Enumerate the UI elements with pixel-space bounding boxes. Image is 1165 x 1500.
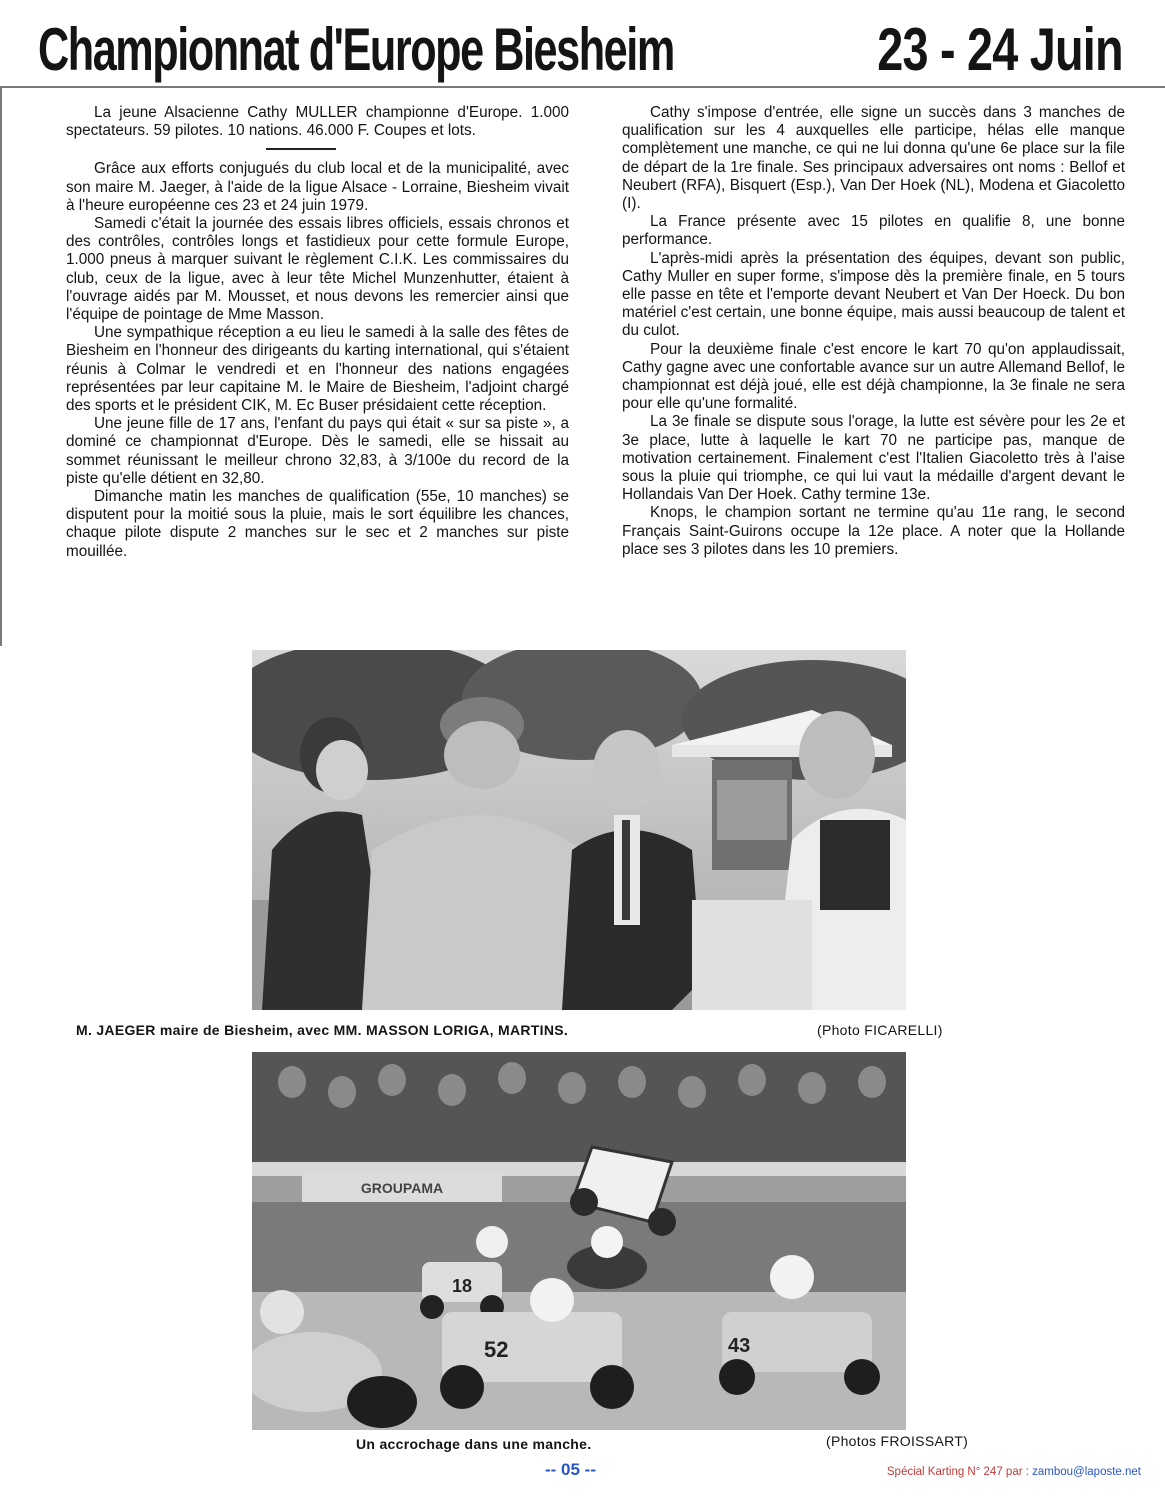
photo-officials-image [252,650,906,1010]
article-column-left [66,104,569,561]
lead-separator [266,148,336,150]
footer-email-link[interactable]: zambou@laposte.net [1032,1466,1141,1478]
footer-source [887,1466,1141,1478]
page-title: Championnat d'Europe Biesheim [38,16,674,83]
footer-source-text: Spécial Karting N° 247 par : [886,1466,1029,1478]
article-lead: La jeune Alsacienne Cathy MULLER championne d'Europe. 1.000 spectateurs. 59 pilotes. 10 nations. 46.000 F. Coupes et lots. [66,104,569,140]
kart-number: 43 [728,1335,751,1357]
banner-text: GROUPAMA [360,1180,444,1196]
article-column-right [622,104,1125,559]
article-paragraph: Une sympathique réception a eu lieu le samedi à la salle des fêtes de Biesheim en l'honneur des dirigeants du karting international, qui s'étaient réunis à Colmar le vendredi et en l'honneur des nations engagées représentées par leur capitaine M. le Maire de Biesheim, l'adjoint chargé des sports et le président CIK, M. Ec Buser présidaient cette réception. [66,324,569,415]
article-paragraph: L'après-midi après la présentation des équipes, devant son public, Cathy Muller en super forme, s'impose dès la première finale, en 5 tours elle passe en tête et l'emporte devant Neubert et Van Der Hoeck. Du bon matériel c'est certain, une bonne équipe, mais aussi beaucoup de talent et du culot. [622,249,1125,340]
article-paragraph: Pour la deuxième finale c'est encore le kart 70 qu'on applaudissait, Cathy gagne avec une confortable avance sur un autre Allemand Bellof, le championnat est déjà joué, elle est déjà championne, la 3e finale ne sera pour elle qu'une formalité. [622,340,1125,413]
photo-kart-crash-image [252,1052,906,1430]
article-paragraph: Grâce aux efforts conjugués du club local et de la municipalité, avec son maire M. Jaeger, à l'aide de la ligue Alsace - Lorraine, Biesheim vivait à l'heure européenne ces 23 et 24 juin 1979. [66,160,569,214]
article-paragraph: Dimanche matin les manches de qualification (55e, 10 manches) se disputent pour la moitié sous la pluie, mais le sort équilibre les chances, chaque pilote dispute 2 manches sur le sec et 2 manches sur piste mouillée. [66,488,569,560]
article-paragraph: Une jeune fille de 17 ans, l'enfant du pays qui était « sur sa piste », a dominé ce championnat d'Europe. Dès le samedi, elle se hissait au sommet réunissant le meilleur chrono 32,83, à 3/100e du record de la piste qu'elle détient en 32,80. [66,415,569,487]
article-paragraph: Knops, le champion sortant ne termine qu'au 11e rang, le second Français Saint-Guirons occupe la 12e place. A noter que la Hollande place ses 3 pilotes dans les 10 premiers. [622,504,1125,558]
photo-officials-credit: (Photo FICARELLI) [817,1022,943,1038]
photo-kart-crash-caption: Un accrochage dans une manche. [356,1436,592,1452]
photo-kart-crash-credit: (Photos FROISSART) [826,1433,969,1449]
kart-number: 52 [484,1337,509,1362]
article-paragraph: Samedi c'était la journée des essais libres officiels, essais chronos et des contrôles, contrôles longs et fastidieux pour cette formule Europe, 1.000 pneus à marquer suivant le règlement C.I.K. Les commissaires du club, ceux de la ligue, avec à leur tête Michel Munzenhutter, étaient à l'ouvrage aidés par M. Mousset, et nous devons les remercier ainsi que l'équipe de pointage de Mme Masson. [66,215,569,324]
article-paragraph: La France présente avec 15 pilotes en qualifie 8, une bonne performance. [622,213,1125,249]
photo-kart-crash [252,1052,906,1430]
article-paragraph: Cathy s'impose d'entrée, elle signe un succès dans 3 manches de qualification sur les 4 auxquelles elle participe, hélas elle manque complètement une manche, ce qui ne lui donna qu'une 6e place sur la file de départ de la 1re finale. Ses principaux adversaires ont noms : Bellof et Neubert (RFA), Bisquert (Esp.), Van Der Hoek (NL), Modena et Giacoletto (I). [622,104,1125,213]
photo-officials [252,650,906,1010]
left-rule [0,86,2,646]
article-paragraph: La 3e finale se dispute sous l'orage, la lutte est sévère pour les 2e et 3e place, lutte à laquelle le kart 70 ne participe pas, manque de motivation certainement. Finalement c'est l'Italien Giacoletto très à l'aise sous la pluie qui triomphe, ce qui lui vaut la médaille d'argent devant le Hollandais Van Der Hoek. Cathy termine 13e. [622,413,1125,504]
top-rule [0,86,1165,88]
page-number: -- 05 -- [545,1460,596,1479]
page-date: 23 - 24 Juin [877,16,1123,83]
kart-number: 18 [452,1276,473,1296]
photo-officials-caption: M. JAEGER maire de Biesheim, avec MM. MASSON LORIGA, MARTINS. [76,1022,569,1038]
